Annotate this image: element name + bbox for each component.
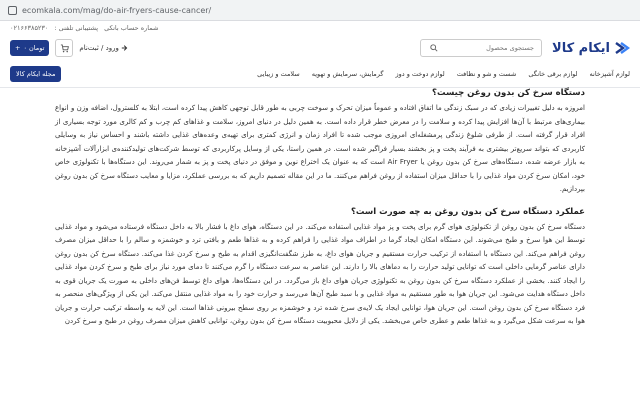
- logo-icon: [614, 41, 630, 55]
- lock-icon: [8, 6, 17, 15]
- section-heading-what-is: دستگاه سرخ کن بدون روغن چیست؟: [432, 88, 585, 98]
- search-icon[interactable]: [430, 44, 438, 52]
- login-label: ورود / ثبت‌نام: [79, 44, 119, 52]
- cart-total-button[interactable]: [10, 40, 49, 56]
- nav-item-kitchen[interactable]: لوازم آشپزخانه: [589, 70, 630, 78]
- plus-icon: +: [15, 44, 21, 52]
- nav-item-sewing[interactable]: لوازم دوخت و دوز: [395, 70, 445, 78]
- section-heading-how-it-works: عملکرد دستگاه سرخ کن بدون روغن به چه صورت است؟: [351, 206, 585, 217]
- top-info-bar: [0, 21, 640, 35]
- header-actions: [10, 39, 129, 57]
- nav-item-home-appliances[interactable]: لوازم برقی خانگی: [528, 70, 578, 78]
- login-icon: [121, 44, 129, 52]
- logo-text: ایکام کالا: [552, 40, 610, 56]
- address-bar[interactable]: [0, 0, 640, 21]
- cart-total: ۰ تومان: [23, 44, 45, 52]
- magazine-button[interactable]: مجله ایکام کالا: [10, 66, 61, 82]
- paragraph-how-it-works: دستگاه سرخ کن بدون روغن از تکنولوژی هوای گرم برای پخت و پز مواد غذایی استفاده می‌کند. در این دستگاه، هوای داغ با فشار بالا به داخل دستگاه فرستاده می‌شود و مواد غذایی توسط این هوا سرخ و طبخ می‌شوند. این دستگاه امکان ایجاد گرما در اطراف مواد غذایی را فراهم کرده و به غذاها طعم و بافتی ترد و خوشمزه و سالم را با حداقل میزان مصرف روغن فراهم می‌کند. این دستگاه با استفاده از ترکیب حرارت مستقیم و جریان هوای داغ، به طرز شگفت‌انگیزی اقدام به طبخ و سرخ کردن غذا می‌کند. دستگاه سرخ کن بدون روغن دارای عناصر گرمایی داخلی است که توانایی تولید حرارت را به دماهای بالا را دارند. این عناصر به سرعت دستگاه را گرم می‌کنند تا دمای مورد نیاز برای طبخ و سرخ کردن مواد غذایی را ایجاد کنند. بخشی از عملکرد دستگاه سرخ کن بدون روغن به تکنولوژی جریان هوای داغ باز می‌گردد. در این دستگاه‌ها، هوای داغ توسط فن‌های داخلی به صورت یک جریان قوی به داخل دستگاه هدایت می‌شود. این جریان هوا به طور مستقیم به مواد غذایی و با سبد طبخ آن‌ها می‌رسد و حرارت خود را به مواد غذایی منتقل می‌کند. این یکی از ویژگی‌های منحصر به فرد دستگاه سرخ کن بدون روغن است. این جریان هوا، توانایی ایجاد یک لایه‌ی سرخ شده ترد و خوشمزه بر روی سطح بیرونی غذاها است. این لایه به واسطه ترکیب حرارت و جریان هوا به سرعت شکل می‌گیرد و به غذاها طعم و عطری خاص می‌بخشد. یکی از دلایل محبوبیت دستگاه سرخ کن بدون روغن، توانایی کاهش میزان مصرف روغن در طبخ و سرخ کردن: [55, 222, 585, 325]
- login-button[interactable]: [79, 44, 128, 52]
- support-phone: ۰۲۱۶۶۳۸۵۲۳۰: [10, 24, 49, 32]
- nav-item-cleaning[interactable]: شست و شو و نظافت: [456, 70, 517, 78]
- nav-item-health-beauty[interactable]: سلامت و زیبایی: [257, 70, 300, 78]
- url-text[interactable]: ecomkala.com/mag/do-air-fryers-cause-cancer/: [22, 5, 212, 15]
- search-input[interactable]: [442, 43, 536, 53]
- bank-account-link[interactable]: شماره حساب بانکی: [104, 24, 159, 32]
- paragraph-intro: امروزه به دلیل تغییرات زیادی که در سبک زندگی ما اتفاق افتاده و عموماً میزان تحرک و سوخت چربی به طور قابل توجهی کاهش پیدا کرده است، ابتلا به کلسترول، اضافه وزن و انواع بیماری‌های مرتبط با آن‌ها افزایش پیدا کرده و سلامت را در معرض خطر قرار داده است. به همین دلیل در دنیای امروز، سلامت و غذاهای کم چرب و کم کالری مورد توجه بسیاری از افراد قرار گرفته است. از طرفی شلوغ زندگی پرمشغله‌ای امروزی موجب شده تا افراد زمان و انرژی کمتری برای تهیه‌ی وعده‌های غذایی داشته باشند و احساس نیاز به وسایلی کاربردی که بتواند سریع‌تر بیشتری به فرآیند پخت و پز بخشند بسیار فراگیر شده است. در همین راستا، یکی از وسایل پرکاربردی که توسط شرکت‌های تولیدکننده‌ی ابزارآلات آشپزخانه به بازار عرضه شده، دستگاه‌های سرخ کن بدون روغن یا Air Fryer است که به عنوان یک اختراع نوین و موفق در دنیای پخت و پز به شمار می‌روند. این دستگاه‌ها با تکنولوژی خاص خود، امکان سرخ کردن مواد غذایی را با حداقل میزان استفاده از روغن فراهم می‌کنند. ما در این مقاله تصمیم داریم که به بررسی عملکرد، مزایا و معایب دستگاه سرخ کن بدون روغن بپردازیم.: [55, 104, 586, 193]
- cart-icon: [60, 44, 69, 53]
- article-body: [55, 88, 585, 339]
- site-logo[interactable]: [552, 41, 630, 56]
- nav-item-hvac[interactable]: گرمایش، سرمایش و تهویه: [311, 70, 384, 78]
- main-nav: [0, 61, 640, 88]
- search-box[interactable]: [420, 39, 542, 57]
- site-header: [0, 35, 640, 61]
- support-label: پشتیبانی تلفنی :: [54, 24, 99, 32]
- cart-button[interactable]: [55, 39, 73, 57]
